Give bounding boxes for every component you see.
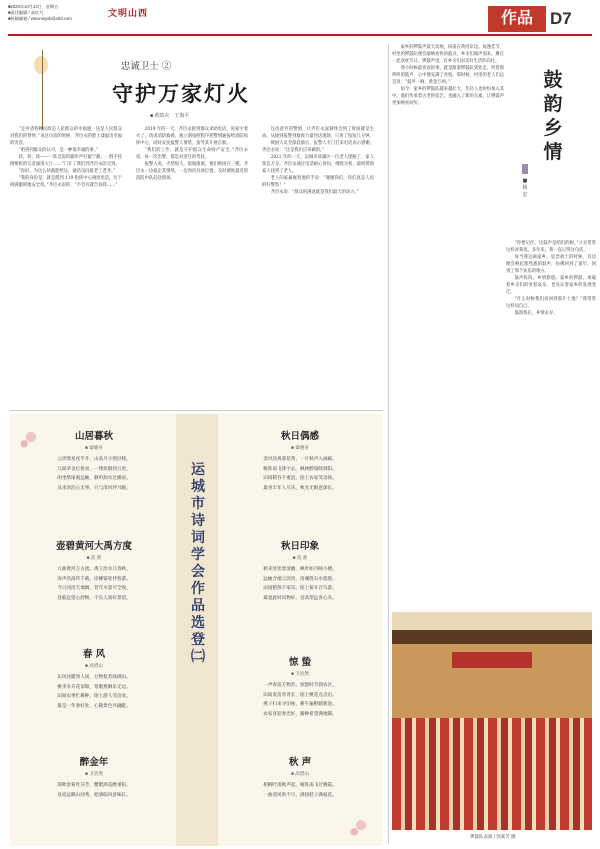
poem-author: ■ 卫浩然: [291, 671, 309, 676]
paragraph: 2019 年的一天，齐臣永接到群众求助电话，说家中着火了，请求消防救援。他立刻按照程序把警情通报给消防指挥中心，同时安抚报警人情绪，指导其开展自救。: [136, 127, 248, 147]
poem-title: 秋日偶感: [280, 431, 319, 442]
article-byline: ■ 黄幼衣 王海平: [150, 113, 190, 119]
header-email: ■投稿邮箱 / wmxmsyxb@163.com: [8, 16, 72, 22]
performers-image: [392, 718, 592, 830]
poem-line: 燕子归来寻旧垒，耕牛遍野踏新途。: [263, 702, 337, 708]
paragraph: “咱得到群众的认可，是一种很幸福的事。”: [18, 148, 99, 154]
poem-line: 闲坐柴扉观远岫，静听涧水过幽泉。: [57, 476, 131, 482]
poem: [16, 754, 172, 800]
paragraph: 鼓韵悠长，乡情永存。: [514, 311, 558, 317]
article-kicker: 忠诚卫士 ②: [120, 61, 172, 72]
article-column: [136, 126, 248, 404]
side-article-author: ■ 杨 宏: [522, 178, 528, 198]
page-header: [0, 0, 600, 38]
article-title: 守护万家灯火: [112, 81, 250, 106]
poem: [222, 654, 378, 719]
poem: [16, 538, 172, 603]
poem-title: 壶碧黄河大禹方度: [55, 541, 132, 552]
header-date: ■2023年10月13日 星期五: [8, 4, 59, 9]
paragraph: 家乡的锣鼓声震天动地，回荡在黄河岸边。每逢佳节，村里的锣鼓队便会敲响欢快的鼓点，乡亲们闻声而来，聚在一起欢度节日。锣鼓声里，有乡亲们对美好生活的向往。: [392, 45, 504, 65]
article-column: [262, 126, 374, 404]
paragraph: “你好，为这么快就能给这，通话员问最老了老齐。”: [18, 169, 116, 175]
paragraph: “走申请特种民政是人民群众的幸福感，送是人民群众对我们的赞誉。”说这句话的时候，齐臣永的脸上漾溢出幸福的笑容。: [10, 127, 122, 147]
poem-line: 桃李争开花似锦，莺歌燕舞乐无边。: [57, 684, 131, 690]
poem-title: 惊 蛰: [288, 657, 312, 668]
poem-title: 醉金年: [79, 757, 109, 768]
poem-line: 九曲黄河万古流，禹王治水几春秋。: [57, 567, 131, 572]
poem-line: 涛声浩荡传千载，岸柳婆娑伴客游。: [57, 576, 131, 582]
poetry-banner-title: 运城市诗词学会作品选登㈡: [191, 462, 205, 665]
section-label: 作品: [488, 6, 546, 32]
poem-line: 登临远望心舒畅，不负人间好景留。: [57, 595, 131, 601]
paragraph: 2021 年的一天，运城市盐湖区一位老人迷路了，家人焦急万分。齐臣永通过电话耐心询问，细致分析，最终帮助家人找到了老人。: [262, 155, 374, 175]
poem: [222, 754, 378, 800]
paragraph: 我小时候最喜欢的事，就是跟着锣鼓队到处走。听着那咚咚的鼓声，心中便充满了喜悦。那时候，村里的老人们总是说：“鼓声一响，黄金万两。”: [392, 66, 504, 86]
poem-line: 一声春雷万物苏，惊蛰时节润农区。: [263, 683, 337, 688]
poem-line: 田园稻熟千家乐，陌上菊开百鸟游。: [263, 586, 337, 592]
poem-title: 秋 声: [288, 757, 312, 768]
poem-author: ■ 秦晓舟: [291, 445, 309, 450]
poem-line: 云淡寒星夜半升，山高月小照层棱。: [57, 457, 131, 462]
poem: [16, 428, 172, 493]
poem-author: ■ 高惜山: [291, 771, 309, 776]
column-divider: [388, 44, 389, 844]
poem-line: 最爱此时风物好，登高望远喜心头。: [263, 595, 337, 601]
poem: [222, 538, 378, 603]
poem-line: 田间稻谷千重浪，陌上农家笑语扬。: [263, 476, 337, 482]
page-number: D7: [550, 9, 572, 28]
poetry-banner: [176, 414, 218, 846]
poem-line: 田间麦苗青青长，陌上桃花点点出。: [263, 692, 337, 698]
section-divider: [10, 410, 383, 411]
paragraph: 齐臣永说：“群众的满意就是我们最大的动力。”: [270, 190, 359, 196]
poem-title: 山居暮秋: [74, 431, 113, 442]
header-info: [8, 4, 72, 23]
paragraph: “我们的工作，就是守护群众生命财产安全。”齐臣永说，每一次出警，都是对责任的考验。: [136, 148, 248, 161]
poem-line: 一曲清风吹不尽，满园桂子满枝花。: [263, 792, 337, 798]
poem-author: ■ 高惜山: [85, 663, 103, 668]
poem-author: ■ 雷 蕾: [292, 555, 308, 560]
newspaper-logo: 文明山西: [108, 9, 149, 19]
paragraph: 如今，家乡的锣鼓队越来越壮大，年轻人也纷纷加入其中。他们传承着古老的技艺，也融入了新的元素，让锣鼓声更加响亮动听。: [392, 87, 504, 107]
poem-author: ■ 卫浩然: [85, 771, 103, 776]
paragraph: 鼓声阵阵，乡情悠悠。家乡的锣鼓，承载着乡亲们的喜怒哀乐，也见证着家乡的发展变迁。: [506, 276, 596, 296]
side-article-column: [392, 44, 504, 604]
paragraph: “你要记住，这鼓声是咱们的根。”父亲常常这样对我说。多年来，我一直记得这句话。: [506, 241, 596, 254]
poem-line: 农家喜迎春光好，播种希望满地铺。: [263, 711, 337, 717]
side-article-header: [512, 44, 592, 234]
poem-line: 东风送暖到人间，万物复苏绿满山。: [57, 675, 131, 680]
poem-line: 田间农事忙耕种，陌上游人笑语欢。: [57, 694, 131, 700]
side-article-column: [506, 240, 596, 604]
poem-line: 梧桐叶落秋声起，雁阵南飞过晚霞。: [263, 783, 337, 788]
poem-line: 登高远眺山河秀，把酒临风意味长。: [57, 792, 131, 798]
banner-image: [452, 652, 532, 668]
poem-line: 最是一年春好处，心随景色共翩跹。: [57, 703, 131, 709]
poem-line: 雁阵南飞排字去，枫林醉染映斜阳。: [263, 466, 337, 472]
poem-line: 深秋金菊吐芬芳，蟹肥酒美醉重阳。: [57, 783, 131, 788]
article-column: [10, 126, 122, 404]
paragraph: 每当我远离家乡，思念故土的时候，耳边便会响起那熟悉的鼓声，仿佛回到了童年，回到了那个欢乐的地方。: [506, 255, 596, 275]
side-article-title: 鼓韵乡情: [543, 69, 563, 163]
paragraph: “我的身份是，就是派到 119 指挥中心调度电话，位于刑满服刑地安全机。”齐臣永说的，“不会有就告诉我……”: [10, 176, 122, 189]
poem-line: 最喜丰年人尽乐，秋光无限意深长。: [263, 485, 337, 491]
paragraph: 被困人员全部获救后，报警人专门打来电话表示感谢。齐臣永说：“这是我们应该做的。”: [262, 141, 374, 154]
author-marker: [522, 164, 528, 174]
header-editor: ■责任编辑 / 高红月: [8, 10, 44, 16]
paragraph: 报警人说，火势很大，浓烟滚滚，他们被困在三楼。齐臣永一边稳定其情绪，一边询问具体位置，及时调度最近的消防中队赶赴现场。: [136, 162, 248, 182]
poetry-section: [10, 414, 383, 846]
poem: [16, 646, 172, 711]
poem: [222, 428, 378, 493]
drum-performance-photo: [392, 612, 592, 830]
header-rule: [8, 34, 592, 36]
poem-line: 远岫含烟云淡淡，清溪绕石水悠悠。: [263, 576, 337, 582]
lamp-pole-illustration: [42, 50, 48, 130]
paragraph: 老人的家属握着他的手说：“谢谢你们，你们真是人民的好警察！”: [262, 176, 374, 189]
poem-author: ■ 秦晓舟: [85, 445, 103, 450]
photo-caption: 锣鼓队表演 / 郭素芳 摄: [470, 834, 516, 839]
poem-line: 秋来处处景清幽，枫叶如丹映小楼。: [263, 567, 337, 572]
poem-line: 从来淡泊心无事，只与清风伴月眠。: [57, 485, 131, 491]
plum-blossom-icon: [344, 808, 378, 842]
poem-author: ■ 雷 蕾: [86, 555, 102, 560]
poem-line: 几间茅舍灯犹亮，一缕炊烟到五更。: [57, 466, 131, 472]
poem-line: 金风送爽菊花黄，一片秋声入画廊。: [263, 457, 337, 462]
poem-line: 今日河清天地阔，昔年水患尽全收。: [57, 586, 131, 592]
paragraph: 转，转，转——一阵急促的脚步声打破宁静。一群手持摄像机的记者涌进大厅……“门开了我们到齐臣永的交到。: [10, 155, 122, 168]
poem-title: 秋日印象: [280, 541, 319, 552]
paragraph: 这次意外的警情，让齐臣永深刻体会到了时间就是生命。从接到报警到救援力量到达现场，只用了短短几分钟。: [262, 127, 374, 140]
building-image: [392, 638, 592, 718]
paragraph: “什么时候我们再回到那片土地？”我常常这样问自己。: [506, 297, 596, 310]
poem-title: 春 风: [82, 649, 106, 660]
